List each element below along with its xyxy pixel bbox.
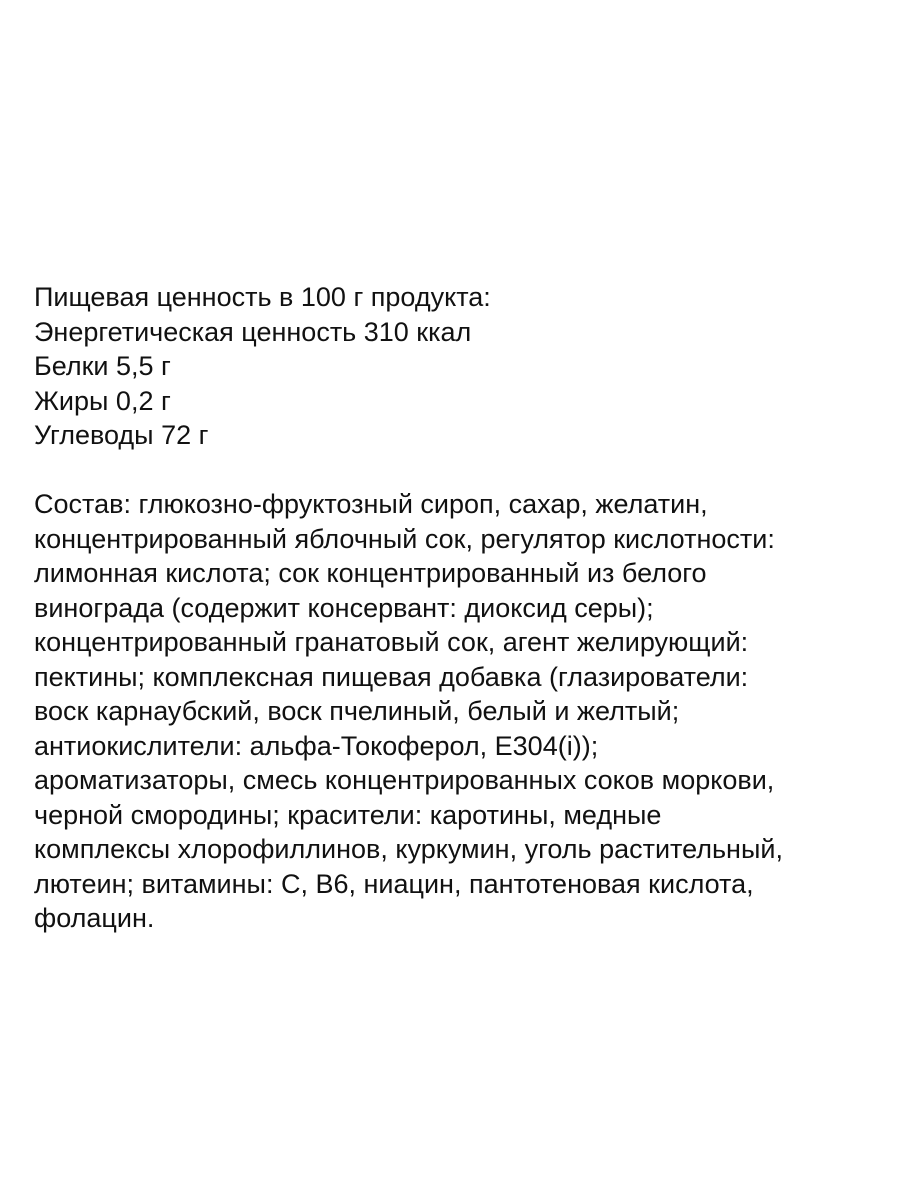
composition-line: воск карнаубский, воск пчелиный, белый и желтый; — [34, 696, 680, 726]
nutrition-block — [34, 280, 884, 453]
fat-value: Жиры 0,2 г — [34, 385, 171, 416]
composition-line: антиокислители: альфа-Токоферол, Е304(i)); — [34, 730, 599, 761]
composition-line: винограда (содержит консервант: диоксид серы); — [34, 592, 654, 623]
nutrition-header: Пищевая ценность в 100 г продукта: — [34, 282, 491, 312]
composition-line: Состав: глюкозно-фруктозный сироп, сахар, желатин, — [34, 489, 708, 519]
composition-line: ароматизаторы, смесь концентрированных соков моркови, — [34, 765, 775, 795]
composition-line: фолацин. — [34, 903, 155, 933]
composition-line: концентрированный гранатовый сок, агент желирующий: — [34, 627, 749, 657]
composition-line: комплексы хлорофиллинов, куркумин, уголь растительный, — [34, 834, 783, 864]
composition-line: пектины; комплексная пищевая добавка (глазирователи: — [34, 661, 749, 692]
composition-line: концентрированный яблочный сок, регулятор кислотности: — [34, 523, 775, 554]
energy-value: Энергетическая ценность 310 ккал — [34, 316, 472, 347]
carbs-value: Углеводы 72 г — [34, 420, 209, 450]
composition-block — [34, 487, 884, 936]
composition-line: лютеин; витамины: С, В6, ниацин, пантотеновая кислота, — [34, 868, 754, 899]
composition-line: лимонная кислота; сок концентрированный из белого — [34, 558, 707, 588]
protein-value: Белки 5,5 г — [34, 351, 171, 381]
composition-line: черной смородины; красители: каротины, медные — [34, 799, 662, 830]
product-info-document — [34, 280, 884, 936]
